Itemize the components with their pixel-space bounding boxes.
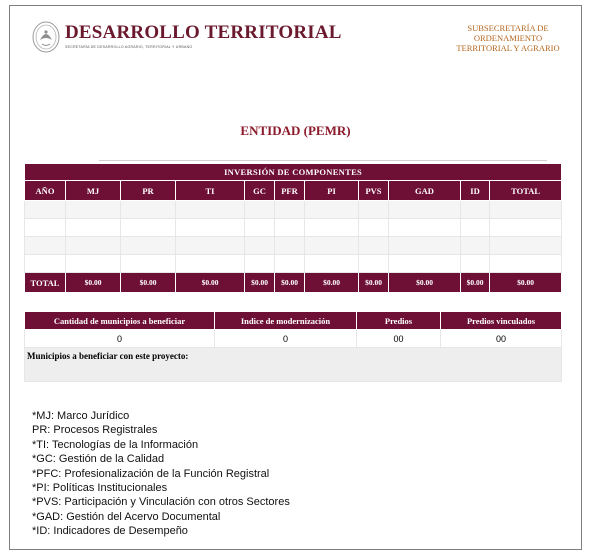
header-predios-vinculados: Predios vinculados (441, 312, 562, 330)
legend-item: PR: Procesos Registrales (32, 424, 158, 437)
table-cell (245, 237, 275, 255)
legend-item: *PVS: Participación y Vinculación con otros Sectores (32, 496, 290, 509)
table-cell (490, 219, 562, 237)
table-cell (176, 219, 245, 237)
value-indice: 0 (215, 330, 357, 348)
table-cell (66, 219, 121, 237)
total-cell: $0.00 (121, 273, 176, 293)
column-header: MJ (66, 181, 121, 201)
legend-item: *TI: Tecnologías de la Información (32, 438, 199, 451)
entity-title: ENTIDAD (PEMR) (240, 123, 351, 138)
value-municipios: 0 (25, 330, 215, 348)
total-cell: $0.00 (305, 273, 359, 293)
total-cell: $0.00 (490, 273, 562, 293)
legend-item: *GC: Gestión de la Calidad (32, 453, 165, 466)
table-cell (275, 237, 305, 255)
table-cell (245, 219, 275, 237)
legend-item: *ID: Indicadores de Desempeño (32, 525, 188, 538)
table-cell (461, 219, 490, 237)
table-cell (359, 201, 389, 219)
table-cell (275, 201, 305, 219)
document-page (9, 5, 582, 550)
table-cell (305, 219, 359, 237)
legend-item: *PFC: Profesionalización de la Función Registral (32, 467, 270, 480)
table-cell (121, 255, 176, 273)
national-seal-icon (31, 20, 61, 54)
info-table (24, 311, 562, 382)
table-cell (389, 255, 461, 273)
column-header: ID (461, 181, 490, 201)
total-cell: $0.00 (461, 273, 490, 293)
table-row (25, 237, 562, 255)
table-cell (245, 201, 275, 219)
table-cell (121, 237, 176, 255)
table-cell (305, 255, 359, 273)
table-cell (490, 237, 562, 255)
table-cell (275, 255, 305, 273)
column-header: AÑO (25, 181, 66, 201)
table-row (25, 255, 562, 273)
table-cell (176, 255, 245, 273)
legend-item: *GAD: Gestión del Acervo Documental (32, 510, 221, 523)
table-cell (461, 201, 490, 219)
table-cell (25, 237, 66, 255)
legend-item: *PI: Políticas Institucionales (32, 482, 168, 495)
total-cell: $0.00 (66, 273, 121, 293)
column-header: PR (121, 181, 176, 201)
total-cell: $0.00 (389, 273, 461, 293)
table-cell (176, 201, 245, 219)
components-table (24, 163, 562, 293)
subsecretaria-label: SUBSECRETARÍA DE ORDENAMIENTO TERRITORIAL Y AGRARIO (456, 23, 560, 53)
table-cell (461, 237, 490, 255)
table-cell (25, 255, 66, 273)
table-cell (176, 237, 245, 255)
table-cell (490, 201, 562, 219)
table-cell (66, 255, 121, 273)
table-cell (359, 237, 389, 255)
divider (99, 160, 547, 161)
total-row (25, 273, 562, 293)
column-header: PFR (275, 181, 305, 201)
brand-title: DESARROLLO TERRITORIAL (65, 22, 342, 43)
table-cell (461, 255, 490, 273)
components-group-header: INVERSIÓN DE COMPONENTES (25, 164, 562, 181)
brand-subtitle: SECRETARÍA DE DESARROLLO AGRARIO, TERRITORIAL Y URBANO (65, 45, 193, 49)
table-cell (66, 237, 121, 255)
table-cell (121, 201, 176, 219)
header-municipios: Cantidad de municipios a beneficiar (25, 312, 215, 330)
column-header: GAD (389, 181, 461, 201)
total-cell: $0.00 (176, 273, 245, 293)
total-cell: $0.00 (359, 273, 389, 293)
column-header: GC (245, 181, 275, 201)
table-row (25, 201, 562, 219)
column-header: PVS (359, 181, 389, 201)
table-cell (25, 201, 66, 219)
legend-item: *MJ: Marco Jurídico (32, 410, 130, 422)
municipios-beneficiar-field: Municipios a beneficiar con este proyecto: (25, 348, 562, 382)
table-cell (389, 201, 461, 219)
header-indice: Indice de modernización (215, 312, 357, 330)
column-header: TOTAL (490, 181, 562, 201)
total-cell: $0.00 (275, 273, 305, 293)
table-cell (275, 219, 305, 237)
total-cell: $0.00 (245, 273, 275, 293)
table-cell (389, 219, 461, 237)
table-cell (490, 255, 562, 273)
table-cell (25, 219, 66, 237)
table-cell (66, 201, 121, 219)
table-cell (359, 219, 389, 237)
value-predios: 00 (357, 330, 441, 348)
header-predios: Predios (357, 312, 441, 330)
table-cell (121, 219, 176, 237)
table-cell (389, 237, 461, 255)
column-header: PI (305, 181, 359, 201)
abbreviations-legend (32, 409, 290, 539)
table-cell (359, 255, 389, 273)
table-row (25, 219, 562, 237)
table-cell (305, 201, 359, 219)
total-label: TOTAL (25, 273, 66, 293)
table-cell (245, 255, 275, 273)
table-cell (305, 237, 359, 255)
value-predios-vinculados: 00 (441, 330, 562, 348)
column-header: TI (176, 181, 245, 201)
